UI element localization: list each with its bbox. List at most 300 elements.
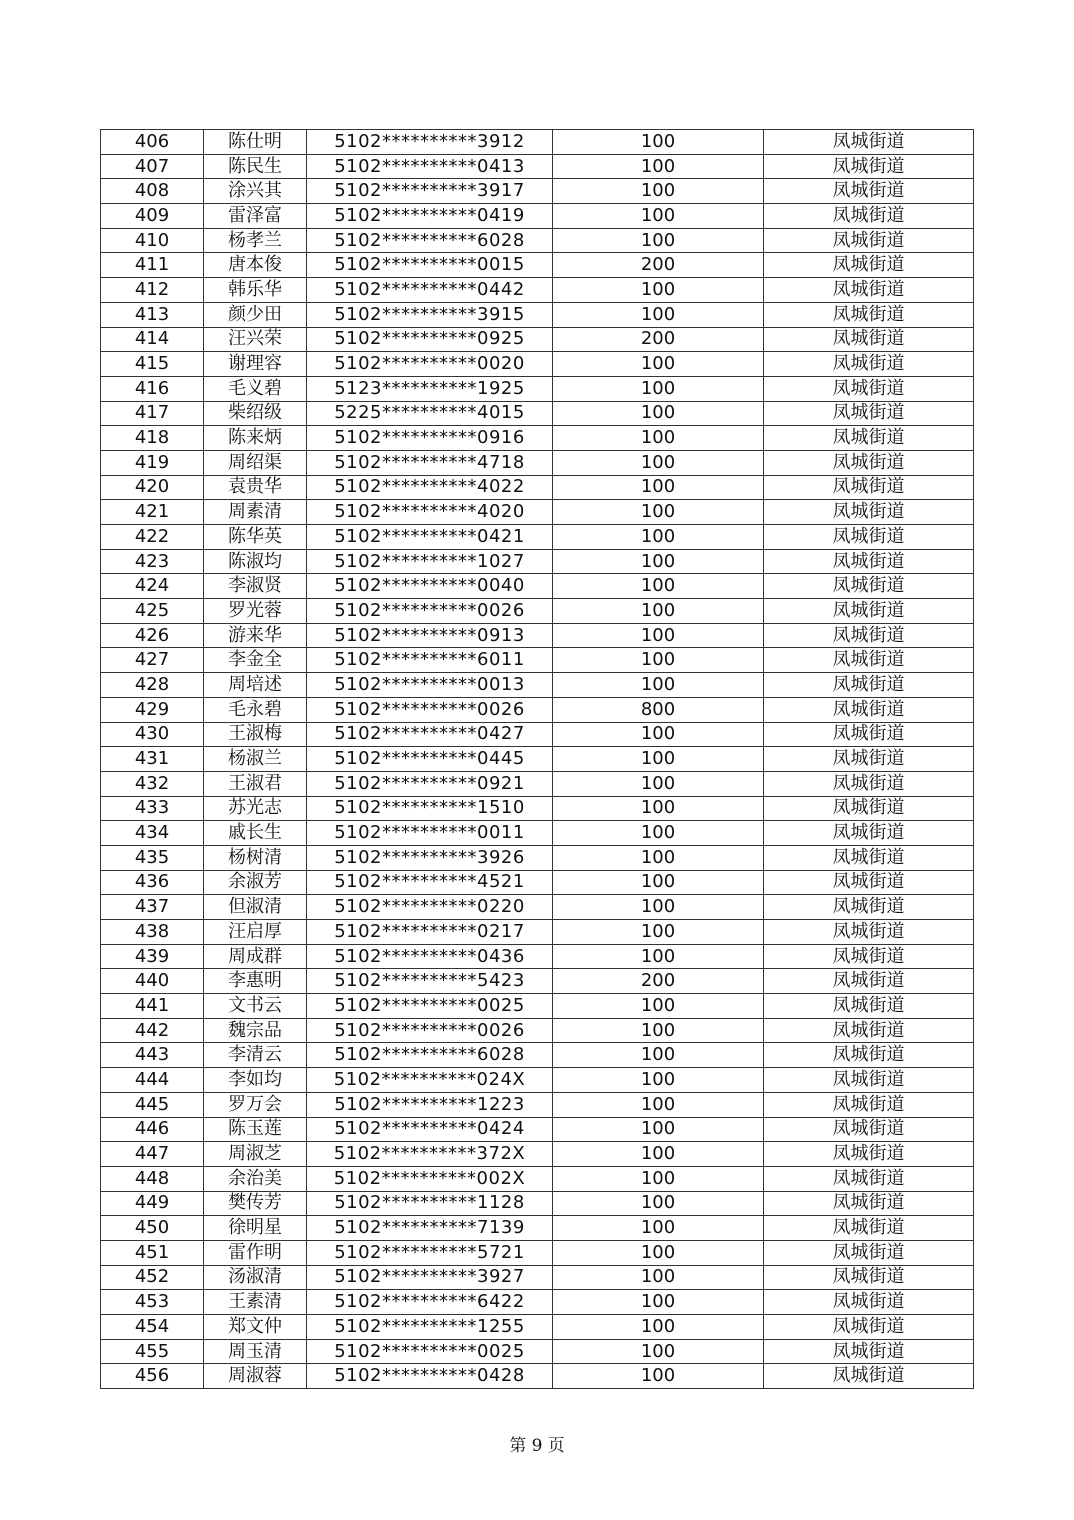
table-body (101, 130, 974, 1389)
row-number-cell: 410 (101, 228, 204, 253)
amount-cell: 100 (553, 278, 764, 303)
street-cell: 凤城街道 (764, 722, 974, 747)
name-cell: 柴绍级 (204, 401, 307, 426)
name-cell: 雷作明 (204, 1240, 307, 1265)
row-number-cell: 439 (101, 944, 204, 969)
amount-cell: 100 (553, 426, 764, 451)
row-number-cell: 418 (101, 426, 204, 451)
name-cell: 周成群 (204, 944, 307, 969)
amount-cell: 100 (553, 500, 764, 525)
table-row (101, 599, 974, 624)
street-cell: 凤城街道 (764, 500, 974, 525)
amount-cell: 100 (553, 130, 764, 155)
id-number-cell: 5102**********0040 (307, 574, 553, 599)
amount-cell: 100 (553, 1142, 764, 1167)
street-cell: 凤城街道 (764, 1117, 974, 1142)
id-number-cell: 5102**********0015 (307, 253, 553, 278)
name-cell: 周培述 (204, 673, 307, 698)
name-cell: 雷泽富 (204, 204, 307, 229)
row-number-cell: 443 (101, 1043, 204, 1068)
id-number-cell: 5102**********0217 (307, 920, 553, 945)
row-number-cell: 449 (101, 1191, 204, 1216)
id-number-cell: 5102**********024X (307, 1068, 553, 1093)
id-number-cell: 5102**********3926 (307, 845, 553, 870)
name-cell: 杨树清 (204, 845, 307, 870)
amount-cell: 200 (553, 327, 764, 352)
name-cell: 周淑蓉 (204, 1364, 307, 1389)
row-number-cell: 452 (101, 1265, 204, 1290)
row-number-cell: 442 (101, 1018, 204, 1043)
name-cell: 杨孝兰 (204, 228, 307, 253)
amount-cell: 100 (553, 549, 764, 574)
name-cell: 李金全 (204, 648, 307, 673)
table-row (101, 1339, 974, 1364)
name-cell: 游来华 (204, 623, 307, 648)
name-cell: 陈来炳 (204, 426, 307, 451)
row-number-cell: 456 (101, 1364, 204, 1389)
amount-cell: 100 (553, 623, 764, 648)
street-cell: 凤城街道 (764, 475, 974, 500)
id-number-cell: 5102**********0419 (307, 204, 553, 229)
street-cell: 凤城街道 (764, 278, 974, 303)
id-number-cell: 5102**********6011 (307, 648, 553, 673)
street-cell: 凤城街道 (764, 228, 974, 253)
id-number-cell: 5102**********0428 (307, 1364, 553, 1389)
name-cell: 李淑贤 (204, 574, 307, 599)
street-cell: 凤城街道 (764, 130, 974, 155)
row-number-cell: 433 (101, 796, 204, 821)
id-number-cell: 5102**********3912 (307, 130, 553, 155)
table-row (101, 1315, 974, 1340)
amount-cell: 100 (553, 1068, 764, 1093)
amount-cell: 100 (553, 154, 764, 179)
name-cell: 李清云 (204, 1043, 307, 1068)
amount-cell: 100 (553, 525, 764, 550)
street-cell: 凤城街道 (764, 302, 974, 327)
name-cell: 周淑芝 (204, 1142, 307, 1167)
table-row (101, 870, 974, 895)
name-cell: 李如均 (204, 1068, 307, 1093)
table-row (101, 475, 974, 500)
table-row (101, 525, 974, 550)
street-cell: 凤城街道 (764, 944, 974, 969)
row-number-cell: 408 (101, 179, 204, 204)
street-cell: 凤城街道 (764, 1191, 974, 1216)
id-number-cell: 5102**********4020 (307, 500, 553, 525)
street-cell: 凤城街道 (764, 623, 974, 648)
amount-cell: 200 (553, 253, 764, 278)
row-number-cell: 423 (101, 549, 204, 574)
amount-cell: 800 (553, 697, 764, 722)
row-number-cell: 450 (101, 1216, 204, 1241)
street-cell: 凤城街道 (764, 450, 974, 475)
amount-cell: 100 (553, 1315, 764, 1340)
name-cell: 魏宗品 (204, 1018, 307, 1043)
street-cell: 凤城街道 (764, 154, 974, 179)
row-number-cell: 425 (101, 599, 204, 624)
name-cell: 王淑梅 (204, 722, 307, 747)
table-row (101, 969, 974, 994)
row-number-cell: 444 (101, 1068, 204, 1093)
row-number-cell: 415 (101, 352, 204, 377)
street-cell: 凤城街道 (764, 1339, 974, 1364)
id-number-cell: 5102**********0026 (307, 697, 553, 722)
amount-cell: 100 (553, 747, 764, 772)
table-row (101, 327, 974, 352)
table-row (101, 771, 974, 796)
street-cell: 凤城街道 (764, 1068, 974, 1093)
id-number-cell: 5102**********0916 (307, 426, 553, 451)
amount-cell: 100 (553, 1166, 764, 1191)
amount-cell: 100 (553, 376, 764, 401)
table-row (101, 401, 974, 426)
table-row (101, 278, 974, 303)
table-row (101, 697, 974, 722)
name-cell: 陈华英 (204, 525, 307, 550)
street-cell: 凤城街道 (764, 525, 974, 550)
street-cell: 凤城街道 (764, 870, 974, 895)
row-number-cell: 448 (101, 1166, 204, 1191)
row-number-cell: 427 (101, 648, 204, 673)
amount-cell: 100 (553, 1191, 764, 1216)
table-row (101, 154, 974, 179)
id-number-cell: 5102**********4521 (307, 870, 553, 895)
amount-cell: 100 (553, 352, 764, 377)
street-cell: 凤城街道 (764, 549, 974, 574)
amount-cell: 100 (553, 920, 764, 945)
table-row (101, 228, 974, 253)
row-number-cell: 409 (101, 204, 204, 229)
name-cell: 陈玉莲 (204, 1117, 307, 1142)
id-number-cell: 5102**********0921 (307, 771, 553, 796)
table-row (101, 253, 974, 278)
table-row (101, 722, 974, 747)
id-number-cell: 5102**********0220 (307, 895, 553, 920)
name-cell: 谢理容 (204, 352, 307, 377)
name-cell: 颜少田 (204, 302, 307, 327)
table-row (101, 1117, 974, 1142)
street-cell: 凤城街道 (764, 1142, 974, 1167)
street-cell: 凤城街道 (764, 1092, 974, 1117)
row-number-cell: 438 (101, 920, 204, 945)
id-number-cell: 5102**********6422 (307, 1290, 553, 1315)
street-cell: 凤城街道 (764, 179, 974, 204)
id-number-cell: 5102**********5721 (307, 1240, 553, 1265)
amount-cell: 100 (553, 1364, 764, 1389)
street-cell: 凤城街道 (764, 1290, 974, 1315)
id-number-cell: 5102**********3915 (307, 302, 553, 327)
row-number-cell: 446 (101, 1117, 204, 1142)
street-cell: 凤城街道 (764, 1216, 974, 1241)
table-row (101, 895, 974, 920)
row-number-cell: 424 (101, 574, 204, 599)
table-row (101, 1364, 974, 1389)
amount-cell: 200 (553, 969, 764, 994)
name-cell: 郑文仲 (204, 1315, 307, 1340)
row-number-cell: 419 (101, 450, 204, 475)
street-cell: 凤城街道 (764, 401, 974, 426)
row-number-cell: 432 (101, 771, 204, 796)
table-row (101, 1240, 974, 1265)
amount-cell: 100 (553, 796, 764, 821)
street-cell: 凤城街道 (764, 253, 974, 278)
name-cell: 李惠明 (204, 969, 307, 994)
amount-cell: 100 (553, 870, 764, 895)
name-cell: 王素清 (204, 1290, 307, 1315)
name-cell: 毛永碧 (204, 697, 307, 722)
id-number-cell: 5102**********0013 (307, 673, 553, 698)
name-cell: 樊传芳 (204, 1191, 307, 1216)
amount-cell: 100 (553, 1290, 764, 1315)
street-cell: 凤城街道 (764, 1018, 974, 1043)
amount-cell: 100 (553, 895, 764, 920)
table-row (101, 179, 974, 204)
table-row (101, 500, 974, 525)
amount-cell: 100 (553, 673, 764, 698)
name-cell: 余治美 (204, 1166, 307, 1191)
street-cell: 凤城街道 (764, 1166, 974, 1191)
id-number-cell: 5102**********5423 (307, 969, 553, 994)
table-row (101, 1166, 974, 1191)
id-number-cell: 5102**********0026 (307, 599, 553, 624)
amount-cell: 100 (553, 204, 764, 229)
id-number-cell: 5102**********002X (307, 1166, 553, 1191)
amount-cell: 100 (553, 1092, 764, 1117)
id-number-cell: 5102**********1255 (307, 1315, 553, 1340)
street-cell: 凤城街道 (764, 648, 974, 673)
id-number-cell: 5102**********372X (307, 1142, 553, 1167)
id-number-cell: 5225**********4015 (307, 401, 553, 426)
name-cell: 汤淑清 (204, 1265, 307, 1290)
page-number: 第 9 页 (509, 1436, 565, 1456)
name-cell: 袁贵华 (204, 475, 307, 500)
name-cell: 陈民生 (204, 154, 307, 179)
row-number-cell: 445 (101, 1092, 204, 1117)
id-number-cell: 5102**********3927 (307, 1265, 553, 1290)
table-row (101, 549, 974, 574)
name-cell: 汪兴荣 (204, 327, 307, 352)
table-row (101, 1068, 974, 1093)
street-cell: 凤城街道 (764, 1240, 974, 1265)
name-cell: 罗万会 (204, 1092, 307, 1117)
data-table (100, 129, 974, 1389)
amount-cell: 100 (553, 401, 764, 426)
street-cell: 凤城街道 (764, 1043, 974, 1068)
row-number-cell: 416 (101, 376, 204, 401)
row-number-cell: 406 (101, 130, 204, 155)
name-cell: 陈淑均 (204, 549, 307, 574)
row-number-cell: 411 (101, 253, 204, 278)
id-number-cell: 5102**********7139 (307, 1216, 553, 1241)
street-cell: 凤城街道 (764, 895, 974, 920)
id-number-cell: 5102**********0427 (307, 722, 553, 747)
row-number-cell: 447 (101, 1142, 204, 1167)
table-row (101, 1191, 974, 1216)
id-number-cell: 5102**********1223 (307, 1092, 553, 1117)
amount-cell: 100 (553, 845, 764, 870)
id-number-cell: 5102**********1128 (307, 1191, 553, 1216)
id-number-cell: 5102**********6028 (307, 1043, 553, 1068)
name-cell: 王淑君 (204, 771, 307, 796)
name-cell: 陈仕明 (204, 130, 307, 155)
table-row (101, 450, 974, 475)
row-number-cell: 429 (101, 697, 204, 722)
name-cell: 戚长生 (204, 821, 307, 846)
amount-cell: 100 (553, 1216, 764, 1241)
table-row (101, 302, 974, 327)
name-cell: 徐明星 (204, 1216, 307, 1241)
row-number-cell: 414 (101, 327, 204, 352)
amount-cell: 100 (553, 771, 764, 796)
name-cell: 韩乐华 (204, 278, 307, 303)
row-number-cell: 440 (101, 969, 204, 994)
amount-cell: 100 (553, 944, 764, 969)
street-cell: 凤城街道 (764, 845, 974, 870)
street-cell: 凤城街道 (764, 1265, 974, 1290)
amount-cell: 100 (553, 475, 764, 500)
row-number-cell: 428 (101, 673, 204, 698)
id-number-cell: 5102**********0011 (307, 821, 553, 846)
table-row (101, 1265, 974, 1290)
amount-cell: 100 (553, 1018, 764, 1043)
table-row (101, 1018, 974, 1043)
id-number-cell: 5102**********0025 (307, 1339, 553, 1364)
id-number-cell: 5123**********1925 (307, 376, 553, 401)
row-number-cell: 417 (101, 401, 204, 426)
name-cell: 涂兴其 (204, 179, 307, 204)
street-cell: 凤城街道 (764, 1364, 974, 1389)
row-number-cell: 426 (101, 623, 204, 648)
name-cell: 毛义碧 (204, 376, 307, 401)
amount-cell: 100 (553, 1240, 764, 1265)
id-number-cell: 5102**********3917 (307, 179, 553, 204)
street-cell: 凤城街道 (764, 352, 974, 377)
row-number-cell: 436 (101, 870, 204, 895)
street-cell: 凤城街道 (764, 771, 974, 796)
table-row (101, 1043, 974, 1068)
amount-cell: 100 (553, 722, 764, 747)
name-cell: 周玉清 (204, 1339, 307, 1364)
amount-cell: 100 (553, 574, 764, 599)
name-cell: 余淑芳 (204, 870, 307, 895)
id-number-cell: 5102**********4022 (307, 475, 553, 500)
amount-cell: 100 (553, 648, 764, 673)
table-row (101, 623, 974, 648)
id-number-cell: 5102**********0421 (307, 525, 553, 550)
name-cell: 但淑清 (204, 895, 307, 920)
table-row (101, 994, 974, 1019)
row-number-cell: 413 (101, 302, 204, 327)
street-cell: 凤城街道 (764, 574, 974, 599)
street-cell: 凤城街道 (764, 327, 974, 352)
amount-cell: 100 (553, 450, 764, 475)
street-cell: 凤城街道 (764, 426, 974, 451)
street-cell: 凤城街道 (764, 673, 974, 698)
street-cell: 凤城街道 (764, 599, 974, 624)
table-row (101, 944, 974, 969)
name-cell: 周绍渠 (204, 450, 307, 475)
id-number-cell: 5102**********0442 (307, 278, 553, 303)
table-row (101, 1142, 974, 1167)
name-cell: 苏光志 (204, 796, 307, 821)
table-row (101, 1216, 974, 1241)
street-cell: 凤城街道 (764, 821, 974, 846)
id-number-cell: 5102**********0913 (307, 623, 553, 648)
table-row (101, 648, 974, 673)
table-row (101, 426, 974, 451)
amount-cell: 100 (553, 1265, 764, 1290)
name-cell: 汪启厚 (204, 920, 307, 945)
id-number-cell: 5102**********6028 (307, 228, 553, 253)
table-row (101, 747, 974, 772)
table-row (101, 845, 974, 870)
id-number-cell: 5102**********0025 (307, 994, 553, 1019)
amount-cell: 100 (553, 599, 764, 624)
id-number-cell: 5102**********0925 (307, 327, 553, 352)
id-number-cell: 5102**********0413 (307, 154, 553, 179)
street-cell: 凤城街道 (764, 994, 974, 1019)
id-number-cell: 5102**********0436 (307, 944, 553, 969)
row-number-cell: 454 (101, 1315, 204, 1340)
id-number-cell: 5102**********0026 (307, 1018, 553, 1043)
row-number-cell: 407 (101, 154, 204, 179)
street-cell: 凤城街道 (764, 920, 974, 945)
amount-cell: 100 (553, 821, 764, 846)
table-row (101, 574, 974, 599)
street-cell: 凤城街道 (764, 969, 974, 994)
street-cell: 凤城街道 (764, 697, 974, 722)
table-row (101, 130, 974, 155)
id-number-cell: 5102**********0445 (307, 747, 553, 772)
row-number-cell: 420 (101, 475, 204, 500)
amount-cell: 100 (553, 228, 764, 253)
amount-cell: 100 (553, 994, 764, 1019)
row-number-cell: 437 (101, 895, 204, 920)
street-cell: 凤城街道 (764, 747, 974, 772)
id-number-cell: 5102**********0020 (307, 352, 553, 377)
name-cell: 文书云 (204, 994, 307, 1019)
row-number-cell: 412 (101, 278, 204, 303)
table-row (101, 376, 974, 401)
id-number-cell: 5102**********1510 (307, 796, 553, 821)
table-row (101, 673, 974, 698)
table-row (101, 352, 974, 377)
row-number-cell: 435 (101, 845, 204, 870)
name-cell: 罗光蓉 (204, 599, 307, 624)
street-cell: 凤城街道 (764, 796, 974, 821)
amount-cell: 100 (553, 1117, 764, 1142)
row-number-cell: 455 (101, 1339, 204, 1364)
name-cell: 杨淑兰 (204, 747, 307, 772)
amount-cell: 100 (553, 179, 764, 204)
table-row (101, 920, 974, 945)
name-cell: 唐本俊 (204, 253, 307, 278)
row-number-cell: 430 (101, 722, 204, 747)
id-number-cell: 5102**********1027 (307, 549, 553, 574)
amount-cell: 100 (553, 302, 764, 327)
street-cell: 凤城街道 (764, 204, 974, 229)
amount-cell: 100 (553, 1043, 764, 1068)
row-number-cell: 422 (101, 525, 204, 550)
name-cell: 周素清 (204, 500, 307, 525)
table-row (101, 204, 974, 229)
row-number-cell: 434 (101, 821, 204, 846)
table-row (101, 1092, 974, 1117)
table-row (101, 1290, 974, 1315)
row-number-cell: 421 (101, 500, 204, 525)
row-number-cell: 441 (101, 994, 204, 1019)
street-cell: 凤城街道 (764, 376, 974, 401)
